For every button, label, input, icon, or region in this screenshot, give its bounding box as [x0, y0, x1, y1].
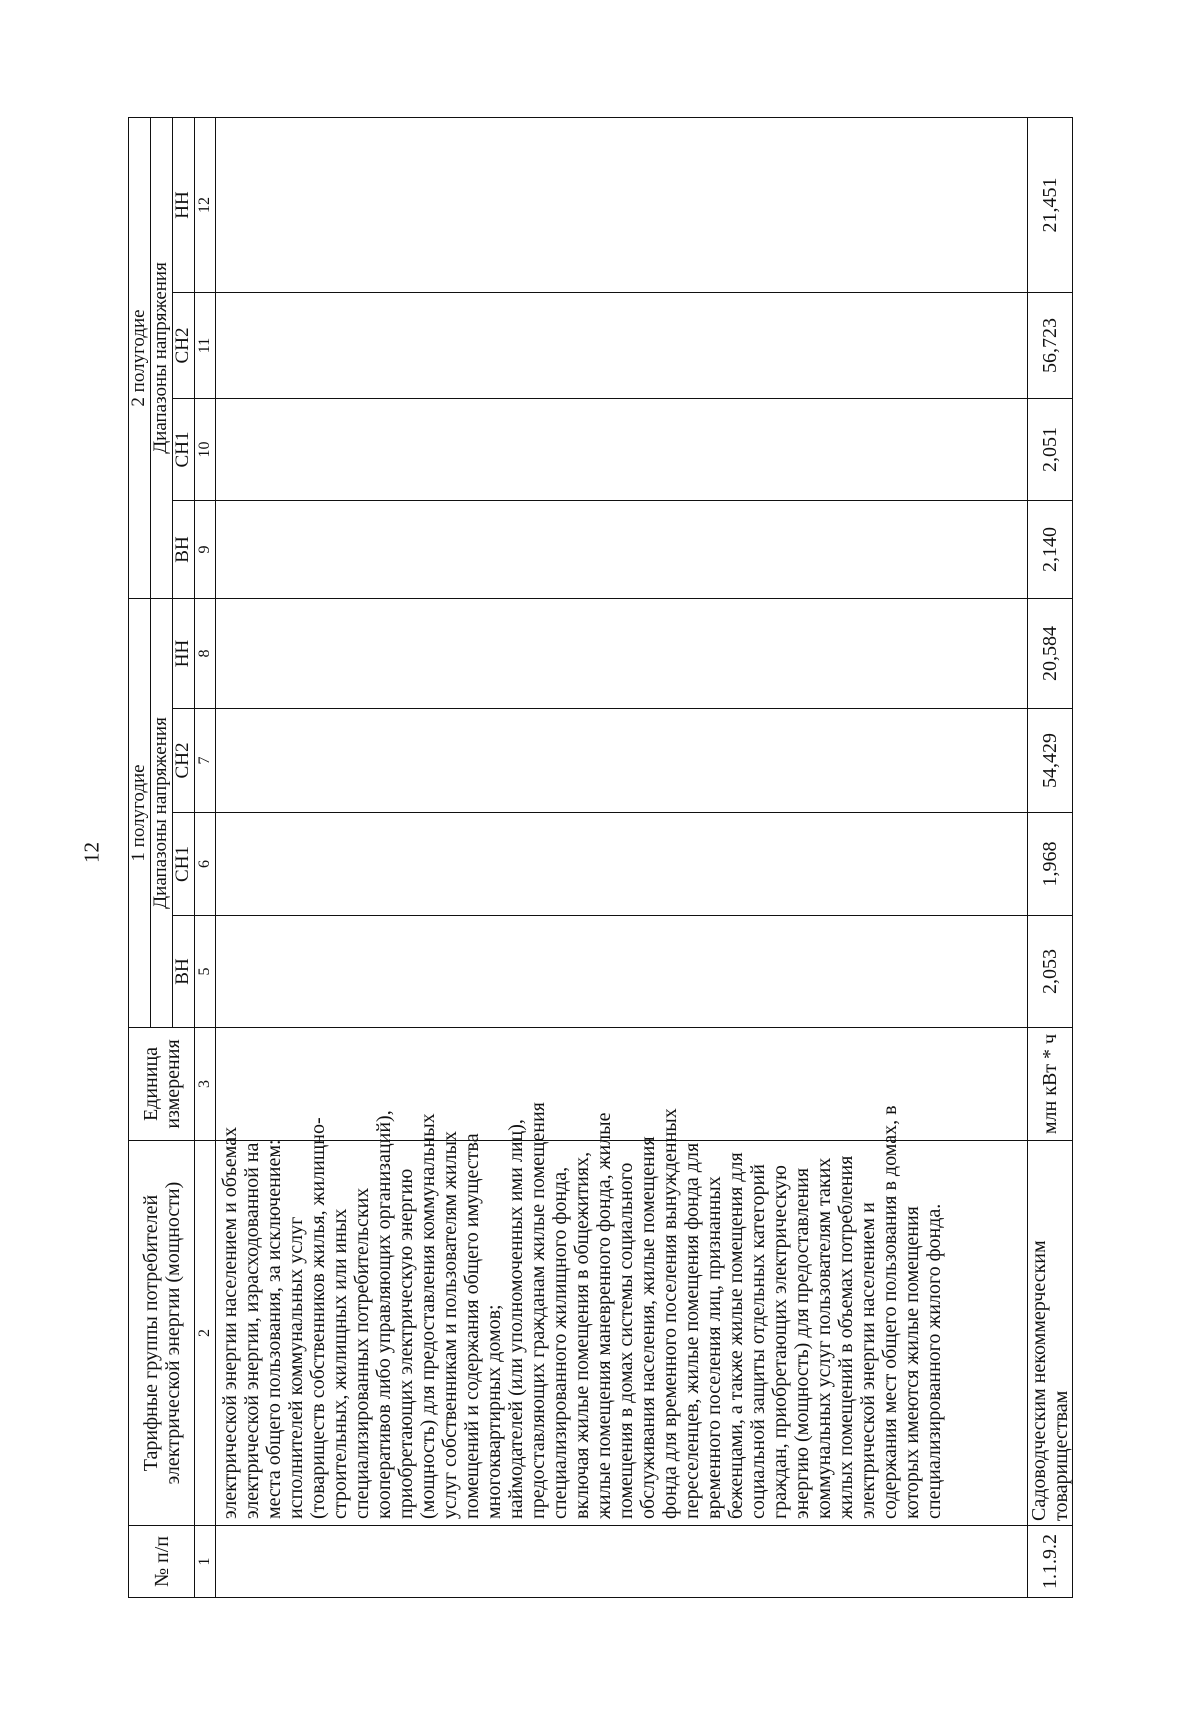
description-line: (товариществ собственников жилья, жилищно-	[307, 1117, 329, 1519]
empty-cell	[216, 292, 1028, 398]
column-number: 2	[195, 1141, 216, 1526]
description-line: исполнителей коммунальных услуг	[285, 1216, 307, 1519]
cell-h2-sn1: 2,051	[1028, 398, 1073, 500]
empty-cell	[216, 398, 1028, 500]
header-ranges-1: Диапазоны напряжения	[151, 598, 173, 1027]
description-line: электрической энергии, израсходованной на	[241, 1142, 263, 1519]
description-line: специализированного жилого фонда.	[923, 1203, 945, 1519]
column-number: 8	[195, 598, 216, 708]
description-line: предоставляющих гражданам жилые помещения	[527, 1102, 549, 1519]
description-line: жилые помещения маневренного фонда, жилые	[593, 1112, 615, 1519]
table-row	[1028, 117, 1073, 1597]
header-nn-2: НН	[173, 117, 195, 292]
description-line: социальной защиты отдельных категорий	[747, 1164, 769, 1519]
empty-cell	[216, 500, 1028, 598]
column-number: 9	[195, 500, 216, 598]
header-nn-1: НН	[173, 598, 195, 708]
column-number: 7	[195, 709, 216, 813]
description-line: помещения в домах системы социального	[615, 1162, 637, 1519]
row-name: Садоводческим некоммерческим товариществам	[1028, 1141, 1073, 1526]
header-sn2-1: СН2	[173, 709, 195, 813]
description-line: помещений и содержания общего имущества	[461, 1133, 483, 1519]
column-number: 11	[195, 292, 216, 398]
cell-h2-nn: 21,451	[1028, 117, 1073, 292]
empty-cell	[216, 916, 1028, 1028]
table-container	[128, 118, 1073, 1598]
continuation-description	[216, 1102, 1028, 1526]
column-number: 1	[195, 1526, 216, 1598]
continuation-num-cell	[216, 1526, 1028, 1598]
header-vn-2: ВН	[173, 500, 195, 598]
row-number: 1.1.9.2	[1028, 1526, 1073, 1598]
description-line: специализированных потребительских	[351, 1187, 373, 1519]
description-line: содержания мест общего пользования в домах, в	[879, 1105, 901, 1519]
description-line: электрической энергии населением и	[857, 1202, 879, 1519]
description-line: электрической энергии населением и объемах	[219, 1126, 241, 1519]
description-line: энергию (мощность) для предоставления	[791, 1167, 813, 1519]
header-unit: Единица измерения	[129, 1028, 195, 1141]
empty-cell	[216, 1028, 1028, 1141]
description-line: беженцами, а также жилые помещения для	[725, 1152, 747, 1519]
cell-h1-sn2: 54,429	[1028, 709, 1073, 813]
description-line: временного поселения лиц, признанных	[703, 1176, 725, 1519]
column-number: 12	[195, 117, 216, 292]
header-sn1-2: СН1	[173, 398, 195, 500]
description-line: обслуживания населения, жилые помещения	[637, 1136, 659, 1519]
empty-cell	[216, 709, 1028, 813]
header-half2: 2 полугодие	[129, 117, 151, 598]
empty-cell	[216, 598, 1028, 708]
description-line: (мощность) для предоставления коммунальных	[417, 1113, 439, 1519]
description-line: наймодателей (или уполномоченных ими лиц),	[505, 1119, 527, 1519]
cell-h1-vn: 2,053	[1028, 916, 1073, 1028]
cell-h1-sn1: 1,968	[1028, 813, 1073, 916]
description-line: фонда для временного поселения вынужденных	[659, 1108, 681, 1519]
description-line: коммунальных услуг пользователям таких	[813, 1157, 835, 1519]
column-number: 10	[195, 398, 216, 500]
cell-h2-vn: 2,140	[1028, 500, 1073, 598]
column-number: 3	[195, 1028, 216, 1141]
description-line: которых имеются жилые помещения	[901, 1206, 923, 1519]
description-line: места общего пользования, за исключением:	[263, 1139, 285, 1519]
cell-h2-sn2: 56,723	[1028, 292, 1073, 398]
column-number: 5	[195, 916, 216, 1028]
header-vn-1: ВН	[173, 916, 195, 1028]
empty-cell	[216, 117, 1028, 292]
description-line: кооперативов либо управляющих организаций),	[373, 1110, 395, 1519]
empty-cell	[216, 813, 1028, 916]
header-ranges-2: Диапазоны напряжения	[151, 117, 173, 598]
description-line: строительных, жилищных или иных	[329, 1208, 351, 1519]
tariff-table	[128, 117, 1073, 1598]
page-number: 12	[79, 842, 104, 863]
column-number: 6	[195, 813, 216, 916]
header-half1: 1 полугодие	[129, 598, 151, 1027]
description-line: жилых помещений в объемах потребления	[835, 1155, 857, 1519]
header-sn2-2: СН2	[173, 292, 195, 398]
row-unit: млн кВт * ч	[1028, 1028, 1073, 1141]
description-line: услуг собственникам и пользователям жилых	[439, 1131, 461, 1519]
description-line: приобретающих электрическую энергию	[395, 1168, 417, 1519]
continuation-row	[216, 117, 1028, 1597]
description-line: граждан, приобретающих электрическую	[769, 1165, 791, 1519]
description-line: многоквартирных домов;	[483, 1304, 505, 1519]
description-line: включая жилые помещения в общежитиях,	[571, 1151, 593, 1519]
description-line: специализированного жилищного фонда,	[549, 1166, 571, 1519]
description-line: переселенцев, жилые помещения фонда для	[681, 1142, 703, 1519]
column-number-row	[195, 117, 216, 1597]
header-sn1-1: СН1	[173, 813, 195, 916]
cell-h1-nn: 20,584	[1028, 598, 1073, 708]
header-num: № п/п	[129, 1526, 195, 1598]
header-group: Тарифные группы потребителей электрической энергии (мощности)	[129, 1141, 195, 1526]
